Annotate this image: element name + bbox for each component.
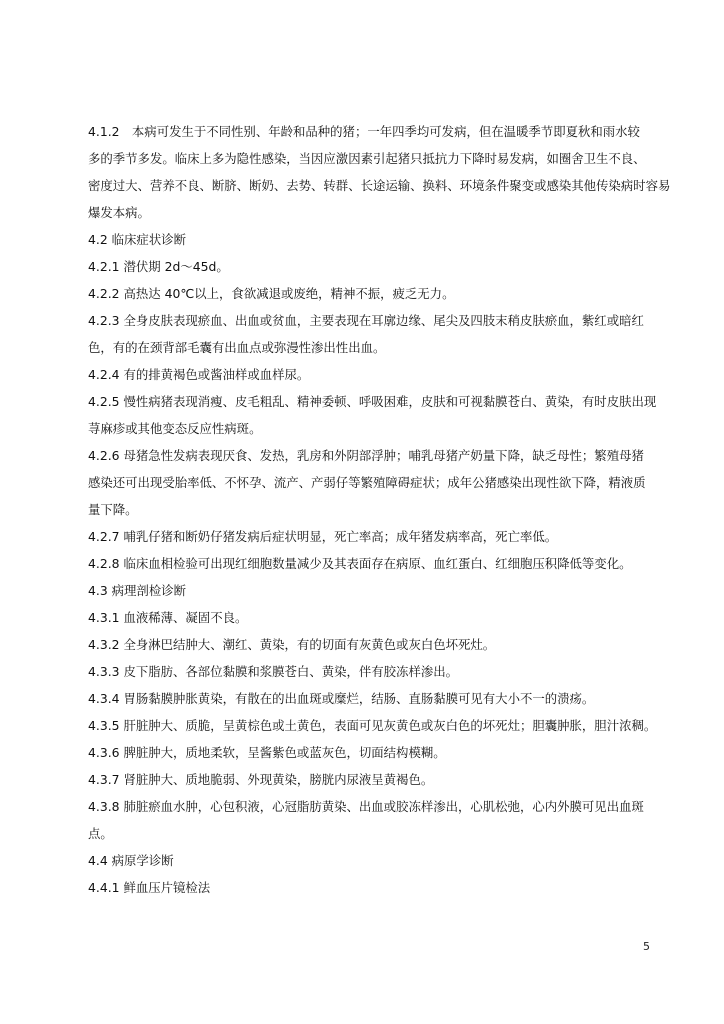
text-line: 4.2 临床症状诊断 (88, 232, 186, 247)
page-number: 5 (643, 940, 650, 953)
text-line: 4.3.4 胃肠黏膜肿胀黄染，有散在的出血斑或糜烂，结肠、直肠黏膜可见有大小不一的溃疡。 (88, 691, 595, 706)
text-line: 感染还可出现受胎率低、不怀孕、流产、产弱仔等繁殖障碍症状；成年公猪感染出现性欲下降，精液质 (88, 475, 646, 490)
text-line: 4.2.5 慢性病猪表现消瘦、皮毛粗乱、精神委顿、呼吸困难，皮肤和可视黏膜苍白、黄染，有时皮肤出现 (88, 394, 657, 409)
text-line: 4.2.2 高热达 40℃以上，食欲减退或废绝，精神不振，疲乏无力。 (88, 286, 455, 301)
text-line: 4.3.6 脾脏肿大，质地柔软，呈酱紫色或蓝灰色，切面结构模糊。 (88, 745, 446, 760)
text-line: 量下降。 (88, 502, 138, 517)
text-line: 荨麻疹或其他变态反应性病斑。 (88, 421, 262, 436)
text-line: 4.2.6 母猪急性发病表现厌食、发热，乳房和外阴部浮肿；哺乳母猪产奶量下降，缺乏母性；繁殖母猪 (88, 448, 644, 463)
text-line: 色，有的在颈背部毛囊有出血点或弥漫性渗出性出血。 (88, 340, 386, 355)
text-line: 4.1.2 本病可发生于不同性别、年龄和品种的猪；一年四季均可发病，但在温暖季节即夏秋和雨水较 (88, 124, 640, 139)
text-line: 4.3.8 肺脏瘀血水肿，心包积液，心冠脂肪黄染、出血或胶冻样渗出，心肌松弛，心内外膜可见出血斑 (88, 799, 644, 814)
text-line: 4.2.8 临床血相检验可出现红细胞数量减少及其表面存在病原、血红蛋白、红细胞压积降低等变化。 (88, 556, 632, 571)
text-line: 4.3.5 肝脏肿大、质脆，呈黄棕色或土黄色，表面可见灰黄色或灰白色的坏死灶；胆囊肿胀，胆汁浓稠。 (88, 718, 657, 733)
text-line: 4.3.2 全身淋巴结肿大、潮红、黄染，有的切面有灰黄色或灰白色坏死灶。 (88, 637, 496, 652)
text-line: 4.2.7 哺乳仔猪和断奶仔猪发病后症状明显，死亡率高；成年猪发病率高，死亡率低。 (88, 529, 558, 544)
text-line: 密度过大、营养不良、断脐、断奶、去势、转群、长途运输、换料、环境条件聚变或感染其他传染病时容易 (88, 178, 671, 193)
text-line: 多的季节多发。临床上多为隐性感染，当因应激因素引起猪只抵抗力下降时易发病，如圈舍卫生不良、 (88, 151, 646, 166)
text-line: 4.3.1 血液稀薄、凝固不良。 (88, 610, 248, 625)
text-line: 4.4 病原学诊断 (88, 853, 174, 868)
text-line: 爆发本病。 (88, 205, 150, 220)
text-line: 4.3 病理剖检诊断 (88, 583, 186, 598)
text-line: 4.3.7 肾脏肿大、质地脆弱、外现黄染，膀胱内尿液呈黄褐色。 (88, 772, 434, 787)
text-line: 4.2.4 有的排黄褐色或酱油样或血样尿。 (88, 367, 310, 382)
text-line: 4.2.3 全身皮肤表现瘀血、出血或贫血，主要表现在耳廓边缘、尾尖及四肢末稍皮肤瘀血，紫红或暗红 (88, 313, 644, 328)
text-line: 点。 (88, 826, 113, 841)
text-line: 4.3.3 皮下脂肪、各部位黏膜和浆膜苍白、黄染，伴有胶冻样渗出。 (88, 664, 459, 679)
text-line: 4.4.1 鲜血压片镜检法 (88, 880, 211, 895)
text-line: 4.2.1 潜伏期 2d～45d。 (88, 259, 229, 274)
body-text (88, 118, 671, 901)
